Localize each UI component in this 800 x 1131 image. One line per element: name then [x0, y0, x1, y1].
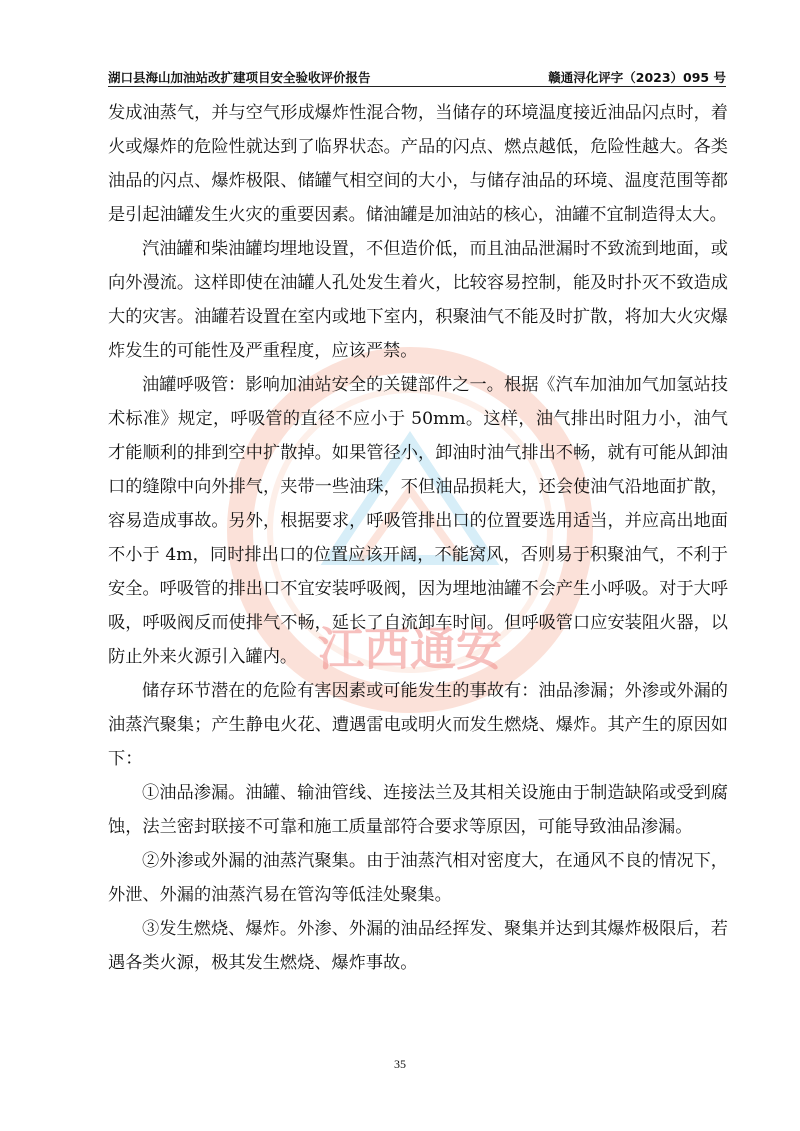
header-document-number: 赣通浔化评字（2023）095 号: [548, 70, 726, 85]
document-body: [108, 96, 728, 980]
paragraph-4: 储存环节潜在的危险有害因素或可能发生的事故有：油品渗漏；外渗或外漏的油蒸汽聚集；产生静电火花、遭遇雷电或明火而发生燃烧、爆炸。其产生的原因如下：: [108, 681, 728, 769]
page-number: 35: [394, 1057, 406, 1071]
header-report-title: 湖口县海山加油站改扩建项目安全验收评价报告: [108, 70, 371, 85]
paragraph-7: ③发生燃烧、爆炸。外渗、外漏的油品经挥发、聚集并达到其爆炸极限后，若遇各类火源，极其发生燃烧、爆炸事故。: [108, 919, 728, 973]
paragraph-1: 发成油蒸气，并与空气形成爆炸性混合物，当储存的环境温度接近油品闪点时，着火或爆炸的危险性就达到了临界状态。产品的闪点、燃点越低，危险性越大。各类油品的闪点、爆炸极限、储罐气相空间的大小，与储存油品的环境、温度范围等都是引起油罐发生火灾的重要因素。储油罐是加油站的核心，油罐不宜制造得太大。: [108, 103, 728, 225]
paragraph-6: ②外渗或外漏的油蒸汽聚集。由于油蒸汽相对密度大，在通风不良的情况下，外泄、外漏的油蒸汽易在管沟等低洼处聚集。: [108, 851, 728, 905]
page-header: [108, 66, 726, 87]
paragraph-5: ①油品渗漏。油罐、输油管线、连接法兰及其相关设施由于制造缺陷或受到腐蚀，法兰密封联接不可靠和施工质量部符合要求等原因，可能导致油品渗漏。: [108, 783, 728, 837]
paragraph-3: 油罐呼吸管：影响加油站安全的关键部件之一。根据《汽车加油加气加氢站技术标准》规定，呼吸管的直径不应小于 50mm。这样，油气排出时阻力小，油气才能顺利的排到空中扩散掉。如果管径小，卸油时油气排出不畅，就有可能从卸油口的缝隙中向外排气，夹带一些油珠，不但油品损耗大，还会使油气沿地面扩散，容易造成事故。另外，根据要求，呼吸管排出口的位置要选用适当，并应高出地面不小于 4m，同时排出口的位置应该开阔，不能窝风，否则易于积聚油气，不利于安全。呼吸管的排出口不宜安装呼吸阀，因为埋地油罐不会产生小呼吸。对于大呼吸，呼吸阀反而使排气不畅，延长了自流卸车时间。但呼吸管口应安装阻火器，以防止外来火源引入罐内。: [108, 375, 728, 667]
paragraph-2: 汽油罐和柴油罐均埋地设置，不但造价低，而且油品泄漏时不致流到地面，或向外漫流。这样即使在油罐人孔处发生着火，比较容易控制，能及时扑灭不致造成大的灾害。油罐若设置在室内或地下室内，积聚油气不能及时扩散，将加大火灾爆炸发生的可能性及严重程度，应该严禁。: [108, 239, 728, 361]
seal-text: 江西通安: [318, 622, 502, 676]
